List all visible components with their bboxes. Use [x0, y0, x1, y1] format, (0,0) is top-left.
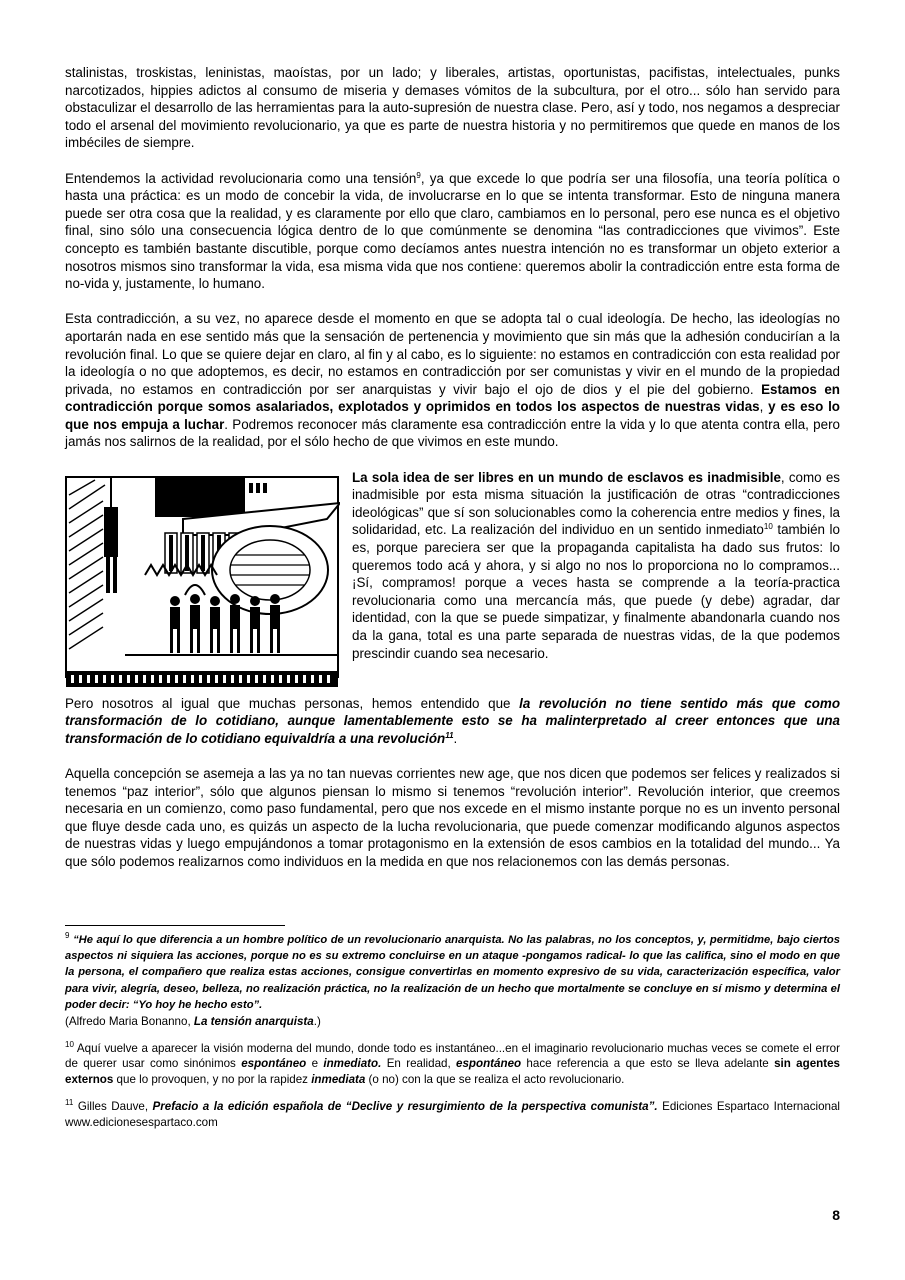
footnote-11-publisher: Ediciones Espartaco Internacional www.edicionesespartaco.com	[65, 1100, 840, 1129]
paragraph-3: Esta contradicción, a su vez, no aparece desde el momento en que se adopta tal o cual ideología. De hecho, las ideologías no aportarán nada en ese sentido más que la sensación de pertenencia y movimiento que sin más que la adhesión conducirían a la revolución final. Lo que se quiere dejar en claro, al fin y al cabo, es lo siguiente: no estamos en contradicción con esta realidad por la ideología o no que adoptemos, es decir, no estamos en contradicción por ser comunistas y vivir en el mundo de la propiedad privada, no estamos en contradicción por ser anarquistas y vivir bajo el ojo de dios y el pie del gobierno. Estamos en contradicción porque somos asalariados, explotados y oprimidos en todos los aspectos de nuestras vidas, y es eso lo que nos empuja a luchar. Podremos reconocer más claramente esa contradicción entre la vida y lo que atenta contra ella, pero jamás nos salirnos de la realidad, por el sólo hecho de que vivimos en este mundo.	[65, 311, 840, 450]
paragraph-2: Entendemos la actividad revolucionaria como una tensión$^9$, ya que excede lo que podría ser una filosofía, una teoría política o hasta una práctica: es un modo de concebir la vida, de involucrarse en lo que se intenta transformar. Esto de ninguna manera puede ser otra cosa que la realidad, y es claramente por ello que claro, cambiamos en lo personal, pero ese nunca es el objetivo final, sino sólo una consecuencia lógica dentro de lo que comúnmente se denomina “las contradicciones que vivimos”. Este concepto es también bastante discutible, porque como decíamos antes nuestra intención no es transformar un objeto exterior a nosotros mismos sino transformar la vida, esa misma vida que nos contiene: queremos abolir la contradicción entre esta forma de no-vida y, justamente, lo humano.	[65, 170, 840, 292]
footnote-11-title: Prefacio a la edición española de “Declive y resurgimiento de la perspectiva comunista”.	[152, 1100, 658, 1114]
figure-row	[65, 469, 840, 689]
footnote-ref-11[interactable]: 11	[445, 730, 454, 740]
footnote-9: $^9$ “He aquí lo que diferencia a un hombre político de un revolucionario anarquista. No las palabras, no los conceptos, y, permitidme, bajo ciertos aspectos ni siquiera las acciones, porque no es su extremo concluirse en un ataque -pongamos radical- lo que las califica, sino el modo en que la persona, el compañero que realiza estas acciones, consigue convertirlas en momento expresivo de su vida, caracterización específica, valor para vivir, alegría, deseo, belleza, no realización práctica, no la realización de un hecho que mortalmente se concluye en sí mismo y determina el poder decir: “Yo hoy he hecho esto”. (Alfredo Maria Bonanno, La tensión anarquista.)	[65, 930, 840, 1028]
bold-statement-2: y es eso lo que nos empuja a luchar	[65, 399, 840, 432]
illustration-factory-dancers	[65, 475, 340, 689]
footnote-9-quote: “He aquí lo que diferencia a un hombre político de un revolucionario anarquista. No las palabras, no los conceptos, y, permitidme, bajo ciertos aspectos ni siquiera las acciones, porque no es su extremo concluirse en un ataque -pongamos radical- lo que las califica, sino el modo en que la persona, el compañero que realiza estas acciones, consigue convertirlas en momento expresivo de su vida, caracterización específica, valor para vivir, alegría, deseo, belleza, no realización práctica, no la realización de un hecho que mortalmente se concluye en sí mismo y determina el poder decir: “Yo hoy he hecho esto”.	[65, 933, 840, 1012]
page-body	[65, 64, 840, 1130]
illustration-image	[65, 475, 340, 689]
paragraph-6: Aquella concepción se asemeja a las ya no tan nuevas corrientes new age, que nos dicen que podemos ser felices y realizados si tenemos “paz interior”, sólo que algunos piensan lo mismo si tenemos “revolución interior”. Revolución interior, que creemos necesaria en un comienzo, como paso fundamental, pero que nos excede en el mismo instante porque no es un invento personal que fluye desde cada uno, es quizás un aspecto de la lucha revolucionaria, que puede comenzar modificando algunos aspectos de nuestras vidas y luego empujándonos a tomar protagonismo en la extensión de esos cambios en la totalidad del mundo... Ya que sólo podemos realizarnos como individuos en la medida en que nos relacionemos con las demás personas.	[65, 766, 840, 869]
paragraph-4: La sola idea de ser libres en un mundo de esclavos es inadmisible, como es inadmisible por esta misma situación la justificación de otras “contradicciones ideológicas” que sí son solucionables como la coherencia entre medios y fines, la solidaridad, etc. La realización del individuo en un sentido inmediato$^{10}$ también lo es, porque pareciera ser que la propaganda capitalista ha dado sus frutos: lo queremos todo acá y ahora, y si algo no nos lo proporciona no lo compramos... ¡Sí, compramos! porque a veces hasta se comprende a la teoría-practica revolucionaria como una mercancía más, que puede (y debe) agradar, dar identidad, con la que se puede simpatizar, y finalmente abandonarla cuando nos da la gana, total es una parte separada de nuestras vidas, de la que podemos prescindir cuando sea necesario.	[352, 469, 840, 661]
bold-lead: La sola idea de ser libres en un mundo de esclavos es inadmisible	[352, 469, 781, 485]
footnotes	[65, 932, 840, 1130]
figure-side-text	[352, 469, 840, 689]
footnote-ref-9[interactable]: 9	[416, 170, 421, 180]
paragraph-1: stalinistas, troskistas, leninistas, maoístas, por un lado; y liberales, artistas, oportunistas, pacifistas, intelectuales, punks narcotizados, hippies adictos al consumo de miseria y demases vómitos de la subcultura, por el otro... sólo han servido para obstaculizar el desarrollo de las herramientas para la auto-supresión de nuestra clase. Pero, así y todo, nos negamos a despreciar todo el arsenal del movimiento revolucionario, ya que es parte de nuestra historia y no permitiremos que quede en manos de los imbéciles de siempre.	[65, 65, 840, 151]
footnote-9-title: La tensión anarquista	[193, 1014, 314, 1028]
footnote-11: $^{11}$ Gilles Dauve, Prefacio a la edición española de “Declive y resurgimiento de la perspectiva comunista”. Ediciones Espartaco Internacional www.edicionesespartaco.com	[65, 1098, 840, 1129]
page-number: 8	[832, 1207, 840, 1223]
footnote-10: $^{10}$ Aquí vuelve a aparecer la visión moderna del mundo, donde todo es instantáneo...en el imaginario revolucionario muchas veces se comete el error de querer usar como sinónimos espontáneo e inmediato. En realidad, espontáneo hace referencia a que esto se lleva adelante sin agentes externos que lo provoquen, y no por la rapidez inmediata (o no) con la que se realiza el acto revolucionario.	[65, 1040, 840, 1086]
footnote-ref-10[interactable]: 10	[763, 522, 773, 532]
footnote-divider	[65, 925, 285, 926]
bold-statement: Estamos en contradicción porque somos asalariados, explotados y oprimidos en todos los aspectos de nuestras vidas	[65, 381, 840, 415]
emphasis-quote: la revolución no tiene sentido más que como transformación de lo cotidiano, aunque lamentablemente esto se ha malinterpretado al creer entonces que una transformación de lo cotidiano equivaldría a una revolución	[65, 695, 840, 746]
paragraph-5: Pero nosotros al igual que muchas personas, hemos entendido que la revolución no tiene sentido más que como transformación de lo cotidiano, aunque lamentablemente esto se ha malinterpretado al creer entonces que una transformación de lo cotidiano equivaldría a una revolución$^{11}$.	[65, 695, 840, 746]
